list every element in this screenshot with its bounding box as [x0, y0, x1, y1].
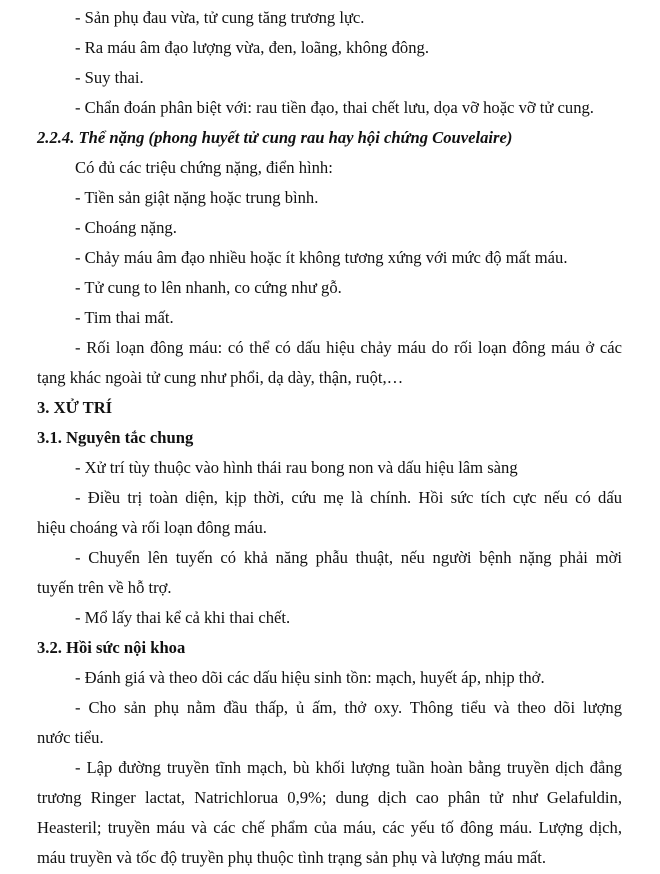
symptom-line: - Rối loạn đông máu: có thể có dấu hiệu chảy máu do rối loạn đông máu ở các [75, 338, 622, 357]
list-line: - Cho sản phụ nằm đầu thấp, ủ ấm, thở oxy. Thông tiểu và theo dõi lượng [75, 698, 622, 717]
symptom-line: - Tử cung to lên nhanh, co cứng như gỗ. [75, 278, 342, 297]
paragraph-line: Có đủ các triệu chứng nặng, điển hình: [75, 158, 333, 177]
paragraph-line: máu truyền và tốc độ truyền phụ thuộc tình trạng sản phụ và lượng máu mất. [37, 848, 547, 867]
paragraph-line: Heasteril; truyền máu và các chế phẩm của máu, các yếu tố đông máu. Lượng dịch, [37, 818, 622, 837]
paragraph-line: nước tiểu. [37, 728, 104, 747]
list-line: - Đánh giá và theo dõi các dấu hiệu sinh tồn: mạch, huyết áp, nhịp thở. [75, 668, 545, 687]
list-line: - Điều trị toàn diện, kịp thời, cứu mẹ là chính. Hồi sức tích cực nếu có dấu [75, 488, 622, 507]
section-heading-3: 3. XỬ TRÍ [37, 398, 113, 417]
list-line: - Chuyển lên tuyến có khả năng phẫu thuật, nếu người bệnh nặng phải mời [75, 548, 622, 567]
symptom-line: - Tiền sản giật nặng hoặc trung bình. [75, 188, 319, 207]
section-heading-2-2-4: 2.2.4. Thể nặng (phong huyết tử cung rau hay hội chứng Couvelaire) [37, 128, 513, 147]
paragraph-line: hiệu choáng và rối loạn đông máu. [37, 518, 267, 537]
list-line: - Lập đường truyền tĩnh mạch, bù khối lượng tuần hoàn bằng truyền dịch đẳng [75, 758, 622, 777]
symptom-line: - Chẩn đoán phân biệt với: rau tiền đạo, thai chết lưu, dọa vỡ hoặc vỡ tử cung. [75, 98, 594, 117]
paragraph-line: tạng khác ngoài tử cung như phổi, dạ dày, thận, ruột,… [37, 368, 404, 387]
symptom-line: - Sản phụ đau vừa, tử cung tăng trương lực. [75, 8, 365, 27]
section-heading-3-1: 3.1. Nguyên tắc chung [37, 428, 194, 447]
section-heading-3-2: 3.2. Hồi sức nội khoa [37, 638, 186, 657]
paragraph-line: tuyến trên về hỗ trợ. [37, 578, 172, 597]
symptom-line: - Suy thai. [75, 68, 144, 87]
list-line: - Xử trí tùy thuộc vào hình thái rau bong non và dấu hiệu lâm sàng [75, 458, 518, 477]
paragraph-line: trương Ringer lactat, Natrichlorua 0,9%; dung dịch cao phân tử như Gelafuldin, [37, 788, 622, 807]
symptom-line: - Chảy máu âm đạo nhiều hoặc ít không tương xứng với mức độ mất máu. [75, 248, 568, 267]
list-line: - Mổ lấy thai kể cả khi thai chết. [75, 608, 291, 627]
symptom-line: - Tim thai mất. [75, 308, 174, 327]
symptom-line: - Choáng nặng. [75, 218, 177, 237]
symptom-line: - Ra máu âm đạo lượng vừa, đen, loãng, không đông. [75, 38, 429, 57]
